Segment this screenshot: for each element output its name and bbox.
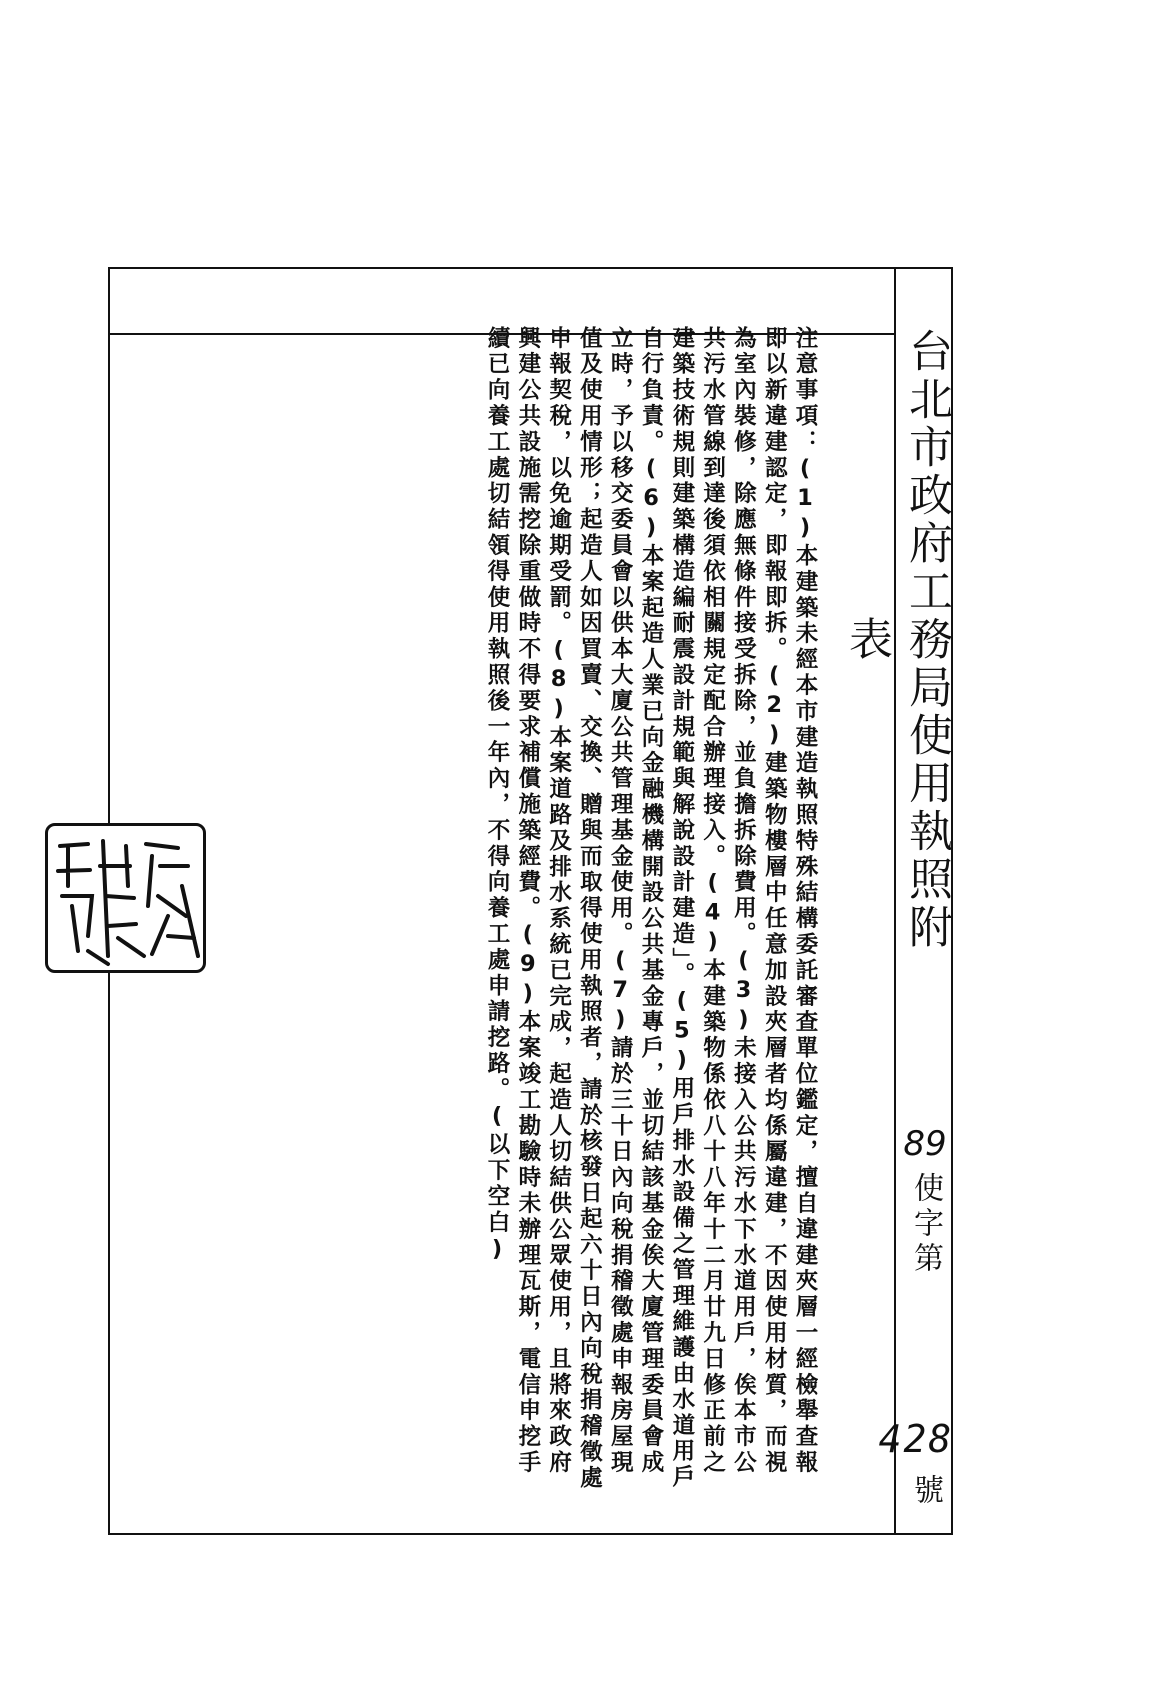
permit-number: 428 (878, 1417, 954, 1461)
seal-stamp (45, 823, 206, 973)
document-title: 台北市政府工務局使用執照附表 (841, 328, 952, 952)
permit-year: 89 (903, 1124, 947, 1164)
permit-word: 使字第 (908, 1172, 943, 1277)
notes-body: 注意事項：(1)本建築未經本市建造執照特殊結構委託審查單位鑑定，擅自違建夾層一經檢舉查報即以新違建認定，即報即拆。(2)建築物樓層中任意加設夾層者均係屬違建，不因使用材質，而視為室內裝修，除應無條件接受拆除，並負擔拆除費用。(3)未接入公共污水下水道用戶，俟本市公共污水管線到達後須依相關規定配合辦理接入。(4)本建築物係依八十八年十二月廿九日修正前之建築技術規則建築構造編耐震設計規範與解說設計建造」。(5)用戶排水設備之管理維護由水道用戶自行負責。(6)本案起造人業已向金融機構開設公共基金專戶，並切結該基金俟大廈管理委員會成立時，予以移交委員會以供本大廈公共管理基金使用。(7)請於三十日內向稅捐稽徵處申報房屋現值及使用情形；起造人如因買賣、交換、贈與而取得使用執照者，請於核發日起六十日內向稅捐稽徵處申報契稅，以免逾期受罰。(8)本案道路及排水系統已完成，起造人切結供公眾使用，且將來政府興建公共設施需挖除重做時不得要求補償施築經費。(9)本案竣工勘驗時未辦理瓦斯，電信申挖手續已向養工處切結領得使用執照後一年內，不得向養工處申請挖路。(以下空白) (484, 326, 818, 1492)
permit-suffix: 號 (908, 1474, 943, 1504)
seal-mark-icon (48, 826, 203, 970)
